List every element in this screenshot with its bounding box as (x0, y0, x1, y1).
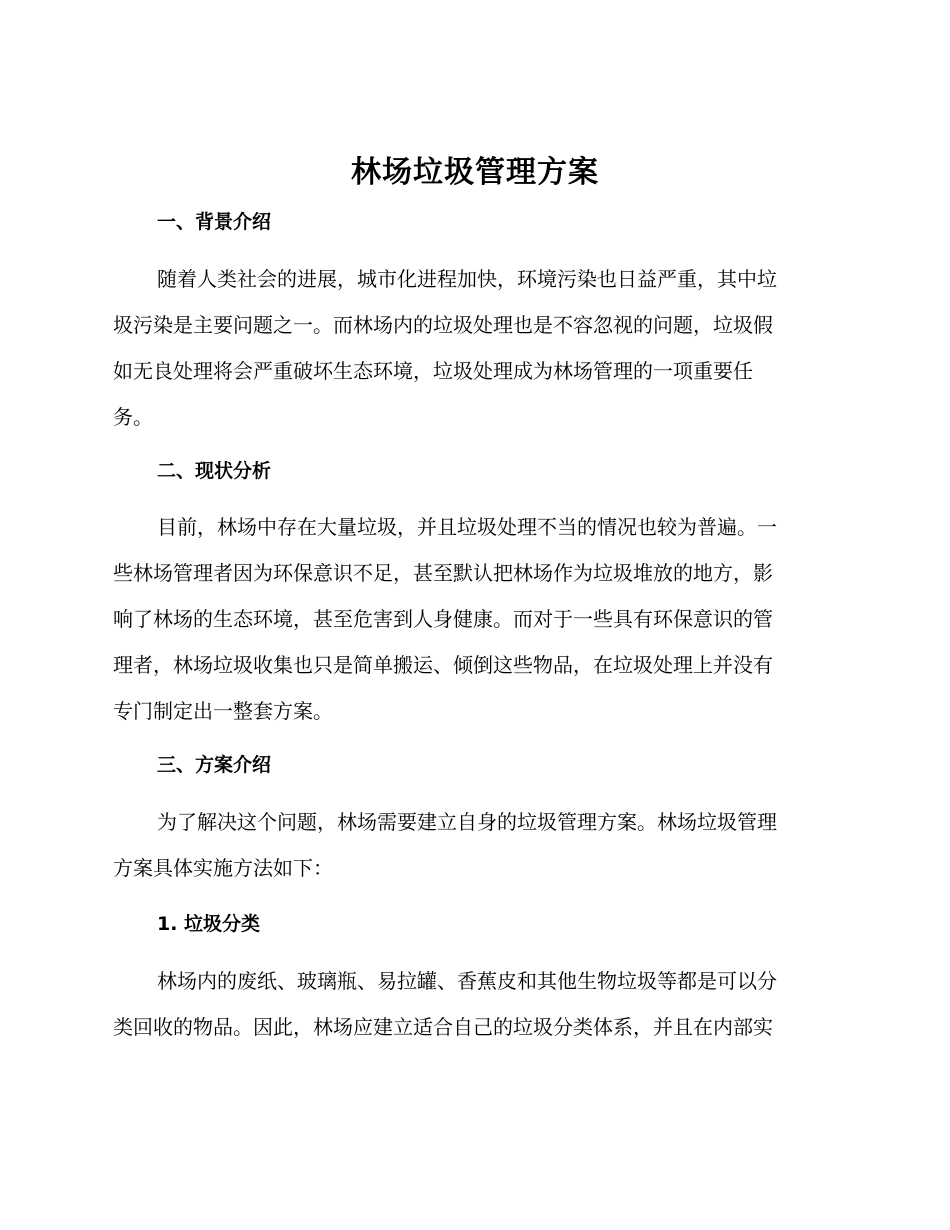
paragraph-plan (113, 799, 833, 891)
paragraph-line: 圾污染是主要问题之一。而林场内的垃圾处理也是不容忽视的问题，垃圾假 (113, 313, 773, 337)
paragraph-line: 随着人类社会的进展，城市化进程加快，环境污染也日益严重，其中垃 (157, 267, 777, 291)
section-heading-status: 二、现状分析 (157, 460, 272, 482)
paragraph-sorting (113, 958, 833, 1050)
paragraph-line: 目前，林场中存在大量垃圾，并且垃圾处理不当的情况也较为普遍。一 (157, 515, 777, 539)
paragraph-background (113, 256, 833, 440)
paragraph-line: 如无良处理将会严重破坏生态环境，垃圾处理成为林场管理的一项重要任 (113, 359, 753, 383)
paragraph-line: 林场内的废纸、玻璃瓶、易拉罐、香蕉皮和其他生物垃圾等都是可以分 (157, 969, 777, 993)
section-heading-plan: 三、方案介绍 (157, 754, 272, 776)
subsection-heading-sorting: 1. 垃圾分类 (157, 913, 261, 935)
paragraph-line: 方案具体实施方法如下： (113, 856, 333, 880)
paragraph-line: 类回收的物品。因此，林场应建立适合自己的垃圾分类体系，并且在内部实 (113, 1015, 773, 1039)
paragraph-line: 专门制定出一整套方案。 (113, 699, 333, 723)
section-heading-background: 一、背景介绍 (157, 211, 272, 233)
paragraph-line: 为了解决这个问题，林场需要建立自身的垃圾管理方案。林场垃圾管理 (157, 810, 777, 834)
paragraph-line: 些林场管理者因为环保意识不足，甚至默认把林场作为垃圾堆放的地方，影 (113, 561, 773, 585)
paragraph-line: 务。 (113, 405, 153, 429)
paragraph-status (113, 504, 833, 734)
document-title: 林场垃圾管理方案 (351, 155, 599, 190)
paragraph-line: 响了林场的生态环境，甚至危害到人身健康。而对于一些具有环保意识的管 (113, 607, 773, 631)
paragraph-line: 理者，林场垃圾收集也只是简单搬运、倾倒这些物品，在垃圾处理上并没有 (113, 653, 773, 677)
